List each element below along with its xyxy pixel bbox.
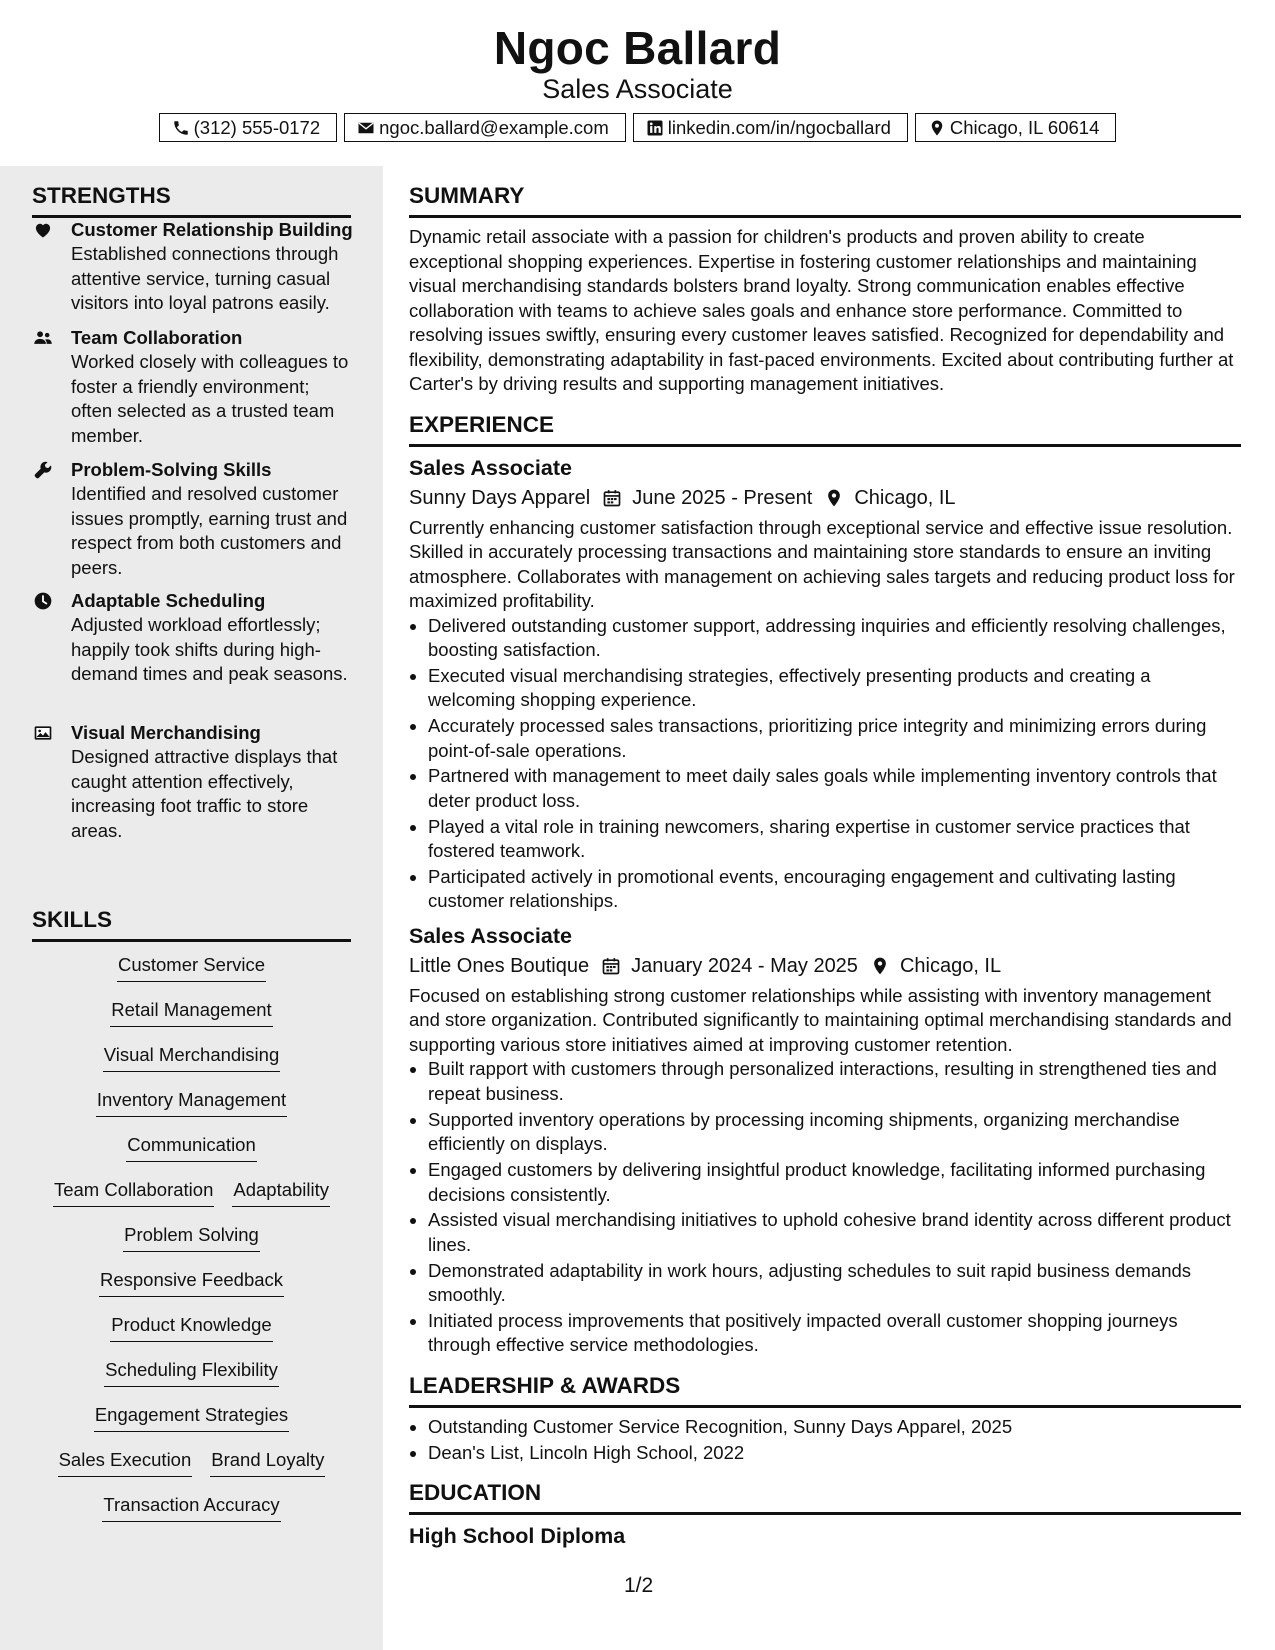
skill-tag: Retail Management — [110, 997, 272, 1027]
awards-list — [409, 1415, 1241, 1465]
strengths-heading: STRENGTHS — [32, 182, 351, 218]
resume-header — [0, 0, 1275, 166]
heart-icon — [32, 220, 54, 240]
page-number: 1/2 — [624, 1574, 654, 1597]
skill-tag: Engagement Strategies — [94, 1402, 289, 1432]
strength-title: Customer Relationship Building — [71, 219, 353, 240]
job-bullet: • Supported inventory operations by processing incoming shipments, organizing merchandise efficiently on displays. — [428, 1108, 1241, 1157]
contact-bar — [0, 113, 1275, 142]
job-location: Chicago, IL — [899, 954, 1002, 977]
job-meta — [409, 952, 1241, 980]
job-dates: June 2025 - Present — [632, 486, 813, 509]
skill-tag: Responsive Feedback — [99, 1267, 284, 1297]
job-location: Chicago, IL — [854, 486, 956, 509]
job-bullet: • Played a vital role in training newcomers, sharing expertise in customer service practices that fostered teamwork. — [428, 815, 1241, 864]
skill-tag: Transaction Accuracy — [102, 1492, 280, 1522]
linkedin-icon — [646, 119, 664, 137]
contact-email[interactable] — [344, 113, 626, 142]
contact-location — [915, 113, 1116, 142]
summary-text: Dynamic retail associate with a passion for children's products and proven ability to create exceptional shopping experiences. Expertise in fostering customer relationships and maintaining visual merchandising standards bolsters brand loyalty. Strong communication enables effective collaboration with teams to achieve sales goals and enhance store performance. Committed to resolving issues swiftly, ensuring every customer leaves satisfied. Recognized for dependability and flexibility, demonstrating adaptability in fast-paced environments. Excited about contributing further at Carter's by driving results and supporting management initiatives. — [409, 226, 1234, 394]
job-bullet: • Initiated process improvements that positively impacted overall customer shopping journeys through effective service methodologies. — [428, 1309, 1241, 1358]
skill-tag: Product Knowledge — [110, 1312, 272, 1342]
contact-email-text: ngoc.ballard@example.com — [379, 116, 609, 138]
strength-desc: Identified and resolved customer issues promptly, earning trust and respect from both customers and peers. — [71, 483, 348, 578]
award-item: • Dean's List, Lincoln High School, 2022 — [428, 1441, 1241, 1466]
summary-heading: SUMMARY — [409, 182, 1241, 218]
education-degree: High School Diploma — [409, 1524, 626, 1549]
skill-tag: Inventory Management — [96, 1087, 287, 1117]
skill-tag: Customer Service — [117, 952, 266, 982]
education-heading: EDUCATION — [409, 1479, 1241, 1515]
map-pin-icon — [928, 119, 946, 137]
strength-title: Visual Merchandising — [71, 722, 261, 743]
strength-item — [32, 218, 354, 316]
skill-tag: Adaptability — [232, 1177, 330, 1207]
strength-desc: Adjusted workload effortlessly; happily took shifts during high-demand times and peak seasons. — [71, 614, 348, 684]
phone-icon — [172, 119, 190, 137]
strength-item — [32, 458, 354, 580]
calendar-icon — [602, 488, 622, 508]
clock-icon — [32, 591, 54, 611]
strength-item — [32, 326, 354, 448]
job-company: Sunny Days Apparel — [409, 486, 591, 509]
job-bullet: • Participated actively in promotional events, encouraging engagement and cultivating lasting customer relationships. — [428, 865, 1241, 914]
experience-heading: EXPERIENCE — [409, 411, 1241, 447]
wrench-icon — [32, 460, 54, 480]
users-icon — [32, 328, 54, 348]
strength-item — [32, 721, 354, 843]
strength-title: Problem-Solving Skills — [71, 459, 272, 480]
contact-linkedin-text: linkedin.com/in/ngocballard — [667, 116, 891, 138]
job-description: Currently enhancing customer satisfaction through exceptional service and effective issue resolution. Skilled in accurately processing transactions and maintaining store standards to ensure an inviting atmosphere. Collaborates with management on achieving sales targets and reducing product loss for maximized profitability. — [409, 516, 1235, 611]
strength-desc: Designed attractive displays that caught attention effectively, increasing foot traffic to store areas. — [71, 746, 338, 841]
strength-title: Team Collaboration — [71, 327, 243, 348]
job-title: Sales Associate — [409, 923, 572, 948]
job-entry — [409, 454, 1241, 914]
job-bullet: • Engaged customers by delivering insightful product knowledge, facilitating informed purchasing decisions consistently. — [428, 1158, 1241, 1207]
skills-heading: SKILLS — [32, 906, 351, 942]
strength-desc: Worked closely with colleagues to foster a friendly environment; often selected as a trusted team member. — [71, 351, 349, 446]
skill-tag: Scheduling Flexibility — [104, 1357, 279, 1387]
strength-title: Adaptable Scheduling — [71, 590, 266, 611]
job-dates: January 2024 - May 2025 — [631, 954, 858, 977]
skill-tag: Team Collaboration — [53, 1177, 214, 1207]
skill-tag: Brand Loyalty — [210, 1447, 325, 1477]
map-pin-icon — [824, 488, 844, 508]
job-bullet: • Built rapport with customers through personalized interactions, resulting in strengthened ties and repeat business. — [428, 1057, 1241, 1106]
calendar-icon — [601, 956, 621, 976]
candidate-name: Ngoc Ballard — [493, 22, 782, 74]
main-column — [409, 182, 1241, 1550]
skill-tag: Problem Solving — [123, 1222, 260, 1252]
job-bullet: • Accurately processed sales transactions, prioritizing price integrity and minimizing errors during point-of-sale operations. — [428, 714, 1241, 763]
contact-phone-text: (312) 555-0172 — [193, 116, 321, 138]
image-icon — [32, 723, 54, 743]
contact-location-text: Chicago, IL 60614 — [949, 116, 1100, 138]
strength-item — [32, 589, 354, 687]
candidate-title: Sales Associate — [542, 74, 733, 104]
award-item: • Outstanding Customer Service Recognition, Sunny Days Apparel, 2025 — [428, 1415, 1241, 1440]
job-meta — [409, 484, 1241, 512]
strength-desc: Established connections through attentive service, turning casual visitors into loyal patrons easily. — [71, 243, 339, 313]
job-bullets — [409, 1057, 1241, 1357]
leadership-heading: LEADERSHIP & AWARDS — [409, 1372, 1241, 1408]
job-bullets — [409, 614, 1241, 914]
skills-list — [32, 952, 351, 1537]
job-company: Little Ones Boutique — [409, 954, 590, 977]
job-description: Focused on establishing strong customer relationships while assisting with inventory management and store organization. Contributed significantly to maintaining optimal merchandising standards and supporting various store initiatives aimed at improving customer retention. — [409, 984, 1232, 1055]
map-pin-icon — [870, 956, 890, 976]
skill-tag: Communication — [126, 1132, 257, 1162]
contact-linkedin[interactable] — [633, 113, 908, 142]
job-bullet: • Partnered with management to meet daily sales goals while implementing inventory controls that deter product loss. — [428, 764, 1241, 813]
job-entry — [409, 922, 1241, 1358]
envelope-icon — [357, 119, 375, 137]
job-bullet: • Demonstrated adaptability in work hours, adjusting schedules to suit rapid business demands smoothly. — [428, 1259, 1241, 1308]
job-bullet: • Delivered outstanding customer support, addressing inquiries and efficiently resolving challenges, boosting satisfaction. — [428, 614, 1241, 663]
skill-tag: Sales Execution — [58, 1447, 193, 1477]
job-bullet: • Executed visual merchandising strategies, effectively presenting products and creating a welcoming shopping experience. — [428, 664, 1241, 713]
skill-tag: Visual Merchandising — [103, 1042, 281, 1072]
job-bullet: • Assisted visual merchandising initiatives to uphold cohesive brand identity across different product lines. — [428, 1208, 1241, 1257]
contact-phone[interactable] — [159, 113, 338, 142]
job-title: Sales Associate — [409, 455, 572, 480]
